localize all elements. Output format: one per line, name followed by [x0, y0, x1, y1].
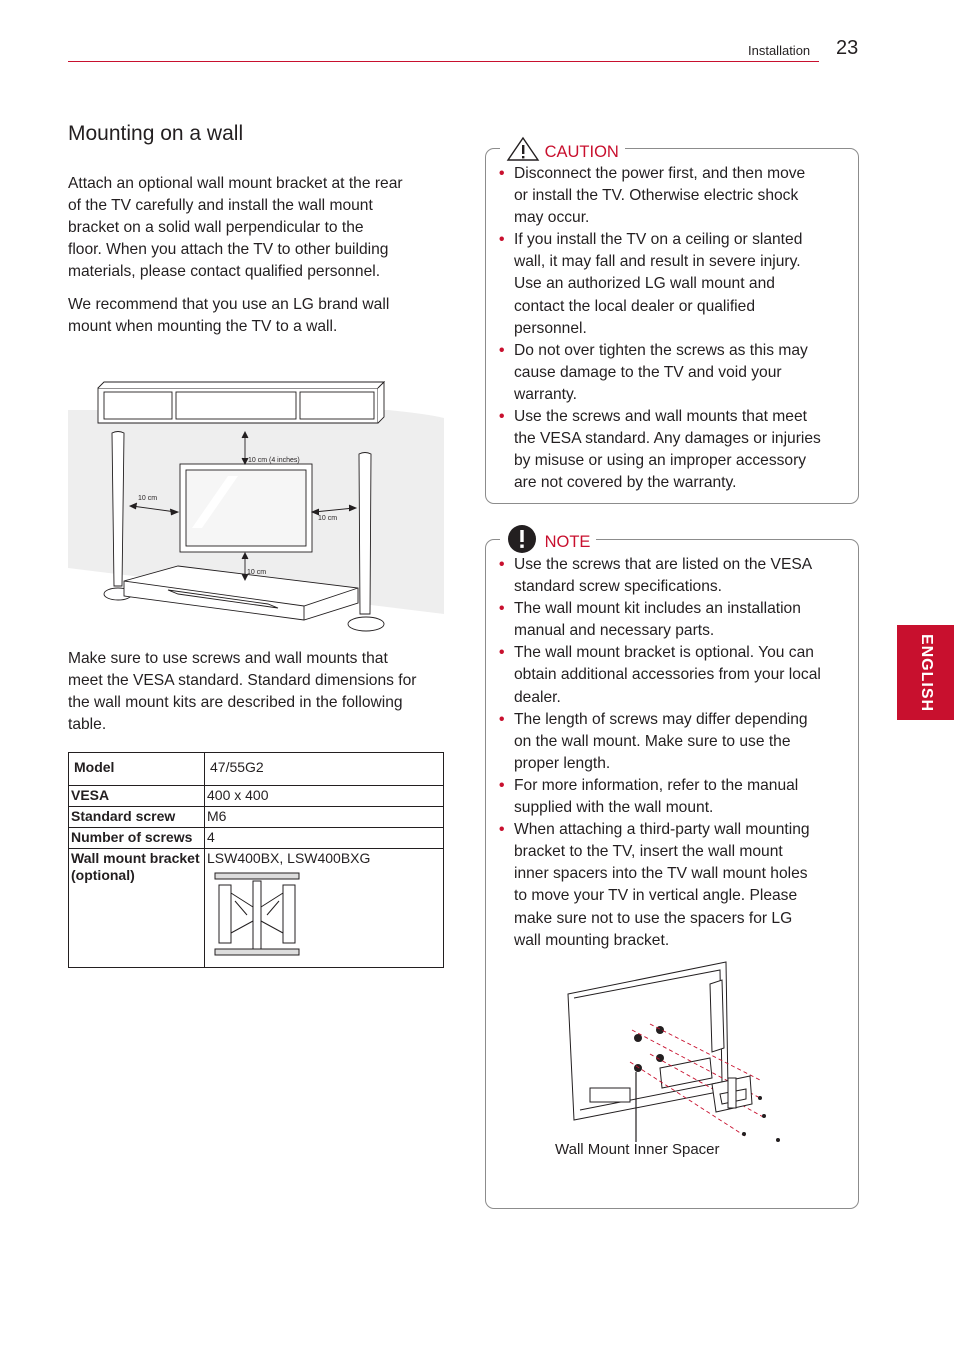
language-tab: [897, 625, 954, 720]
text-line: • Use the screws and wall mounts that meet: [514, 408, 807, 426]
text-line: • The length of screws may differ depending: [514, 710, 808, 728]
number-of-screws-value: 4: [205, 828, 444, 849]
text-line: proper length.: [514, 754, 611, 772]
text-line: cause damage to the TV and void your: [514, 363, 782, 381]
text-line: • The wall mount kit includes an installation: [514, 600, 801, 618]
standard-screw-label: Standard screw: [69, 807, 205, 828]
text-line: • Use the screws that are listed on the VESA: [514, 556, 813, 573]
text-line: manual and necessary parts.: [514, 622, 715, 640]
table-row: [69, 828, 444, 849]
model-value: 47/55G2: [205, 753, 444, 786]
exclamation-circle-icon: [506, 524, 540, 554]
header-section-title: Installation: [748, 43, 811, 58]
list-item: [499, 819, 849, 952]
bracket-model-text: LSW400BX, LSW400BXG: [207, 850, 371, 866]
text-line: bracket to the TV, insert the wall mount: [514, 843, 783, 861]
text-line: are not covered by the warranty.: [514, 474, 737, 492]
text-line: on the wall mount. Make sure to use the: [514, 732, 791, 750]
header-divider: [68, 61, 819, 62]
top-clearance-label: 10 cm (4 inches): [248, 457, 300, 464]
language-tab-label: ENGLISH: [917, 633, 935, 712]
number-of-screws-label: Number of screws: [69, 828, 205, 849]
text-line: • Disconnect the power first, and then move: [514, 165, 806, 182]
warning-triangle-icon: [506, 136, 540, 162]
intro-paragraph-1: [68, 173, 446, 283]
text-line: or install the TV. Otherwise electric shock: [514, 187, 799, 205]
text-line: inner spacers into the TV wall mount holes: [514, 865, 808, 883]
text-line: meet the VESA standard. Standard dimensions for: [68, 672, 417, 689]
text-line: • When attaching a third-party wall mounting: [514, 821, 810, 839]
text-line: • For more information, refer to the manual: [514, 776, 799, 794]
text-line: standard screw specifications.: [514, 578, 723, 596]
list-item: [499, 163, 849, 229]
wall-mount-bracket-value: [205, 849, 444, 968]
text-line: contact the local dealer or qualified: [514, 297, 755, 315]
text-line: of the TV carefully and install the wall mount: [68, 197, 373, 214]
page-number: 23: [836, 37, 859, 59]
list-item: [499, 598, 849, 642]
table-row: [69, 786, 444, 807]
table-row: [69, 753, 444, 786]
text-line: We recommend that you use an LG brand wall: [68, 296, 390, 313]
table-row: [69, 807, 444, 828]
text-line: make sure not to use the spacers for LG: [514, 909, 793, 927]
bracket-optional-text: (optional): [71, 867, 135, 883]
table-row: [69, 849, 444, 968]
wall-mount-bracket-image: [213, 871, 303, 959]
list-item: [499, 775, 849, 819]
note-header: [500, 524, 596, 554]
bottom-clearance-label: 10 cm: [247, 569, 267, 576]
text-line: warranty.: [514, 385, 577, 403]
wall-mount-spec-table: [68, 752, 444, 968]
wall-clearance-diagram: [68, 378, 444, 634]
text-line: may occur.: [514, 209, 590, 227]
standard-screw-value: M6: [205, 807, 444, 828]
text-line: supplied with the wall mount.: [514, 799, 714, 817]
wall-mount-bracket-label: [69, 849, 205, 968]
caution-header: [500, 136, 625, 162]
list-item: [499, 406, 849, 494]
text-line: Make sure to use screws and wall mounts that: [68, 650, 388, 667]
text-line: to move your TV in vertical angle. Please: [514, 887, 798, 905]
vesa-label: VESA: [69, 786, 205, 807]
text-line: • Do not over tighten the screws as this may: [514, 341, 808, 359]
list-item: [499, 709, 849, 775]
list-item: [499, 554, 849, 598]
tv-rear-spacer-diagram: [560, 958, 790, 1144]
spacer-caption: Wall Mount Inner Spacer: [555, 1141, 720, 1158]
text-line: obtain additional accessories from your local: [514, 666, 821, 684]
text-line: the VESA standard. Any damages or injuries: [514, 430, 821, 448]
text-line: mount when mounting the TV to a wall.: [68, 318, 338, 335]
text-line: Use an authorized LG wall mount and: [514, 275, 775, 293]
list-item: [499, 642, 849, 708]
caution-title: CAUTION: [544, 143, 619, 161]
text-line: materials, please contact qualified personnel.: [68, 263, 381, 280]
text-line: dealer.: [514, 688, 561, 706]
text-line: bracket on a solid wall perpendicular to the: [68, 219, 364, 236]
caution-list: [499, 163, 849, 494]
list-item: [499, 340, 849, 406]
right-clearance-label: 10 cm: [318, 515, 338, 522]
bracket-label-text: Wall mount bracket: [71, 850, 200, 866]
text-line: the wall mount kits are described in the following: [68, 694, 403, 711]
text-line: • If you install the TV on a ceiling or slanted: [514, 231, 803, 249]
list-item: [499, 229, 849, 339]
note-list: [499, 554, 849, 952]
intro-paragraph-2: [68, 294, 446, 338]
text-line: personnel.: [514, 319, 587, 337]
page-title: Mounting on a wall: [68, 122, 244, 145]
text-line: wall, it may fall and result in severe injury.: [514, 253, 801, 271]
note-title: NOTE: [544, 533, 591, 551]
left-clearance-label: 10 cm: [138, 495, 158, 502]
text-line: floor. When you attach the TV to other building: [68, 241, 389, 258]
text-line: table.: [68, 716, 107, 733]
vesa-value: 400 x 400: [205, 786, 444, 807]
text-line: wall mounting bracket.: [514, 931, 670, 949]
text-line: Attach an optional wall mount bracket at the rear: [68, 175, 403, 192]
vesa-paragraph: [68, 648, 446, 736]
text-line: • The wall mount bracket is optional. You can: [514, 644, 814, 662]
model-label: Model: [69, 753, 205, 786]
text-line: by misuse or using an improper accessory: [514, 452, 807, 470]
